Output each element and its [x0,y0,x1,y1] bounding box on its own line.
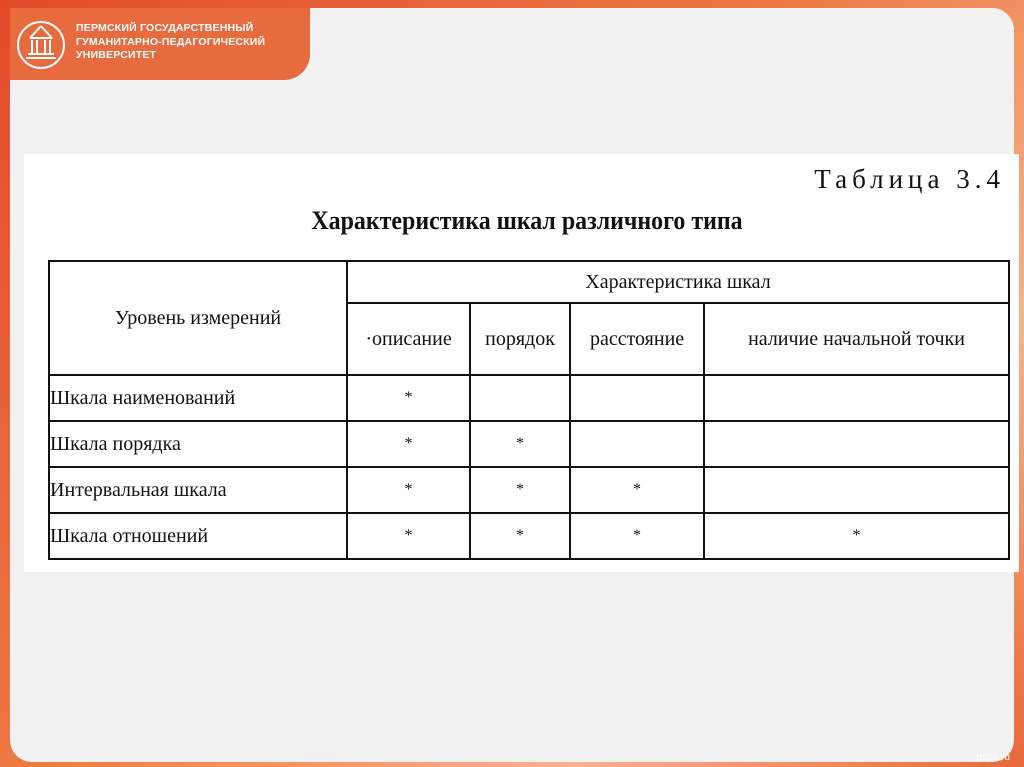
mark-cell: * [347,513,470,559]
scanned-table-image [24,154,1019,572]
mark-cell [704,375,1009,421]
mark-cell [704,467,1009,513]
row-header-level: Уровень измерений [49,261,347,375]
mark-cell: * [347,467,470,513]
table-number: Таблица 3.4 [814,164,1005,194]
mark-cell: * [470,421,570,467]
column-header-distance: расстояние [570,303,704,375]
table-row [49,421,1009,467]
slide [10,8,1014,762]
table-row [49,375,1009,421]
column-header-order: порядок [470,303,570,375]
mark-cell [570,421,704,467]
footer-site-link[interactable]: pspu.ru [976,752,1010,763]
mark-cell: * [470,513,570,559]
table-title: Характеристика шкал различного типа [311,206,743,235]
university-building-logo-icon [16,18,66,72]
row-label: Шкала порядка [49,421,347,467]
mark-cell [570,375,704,421]
mark-cell: * [470,467,570,513]
table-row [49,513,1009,559]
university-name: ПЕРМСКИЙ ГОСУДАРСТВЕННЫЙ ГУМАНИТАРНО-ПЕДАГОГИЧЕСКИЙ УНИВЕРСИТЕТ [76,22,266,61]
mark-cell: * [347,421,470,467]
mark-cell: * [347,375,470,421]
group-header-characteristics: Характеристика шкал [347,261,1009,303]
mark-cell: * [704,513,1009,559]
row-label: Шкала отношений [49,513,347,559]
mark-cell: * [570,513,704,559]
scale-characteristics-table [48,260,1010,560]
header-band [10,8,310,80]
column-header-description: ·описание [347,303,470,375]
table-row [49,467,1009,513]
mark-cell [704,421,1009,467]
column-header-zero-point: наличие начальной точки [704,303,1009,375]
mark-cell: * [570,467,704,513]
row-label: Шкала наименований [49,375,347,421]
row-label: Интервальная шкала [49,467,347,513]
mark-cell [470,375,570,421]
